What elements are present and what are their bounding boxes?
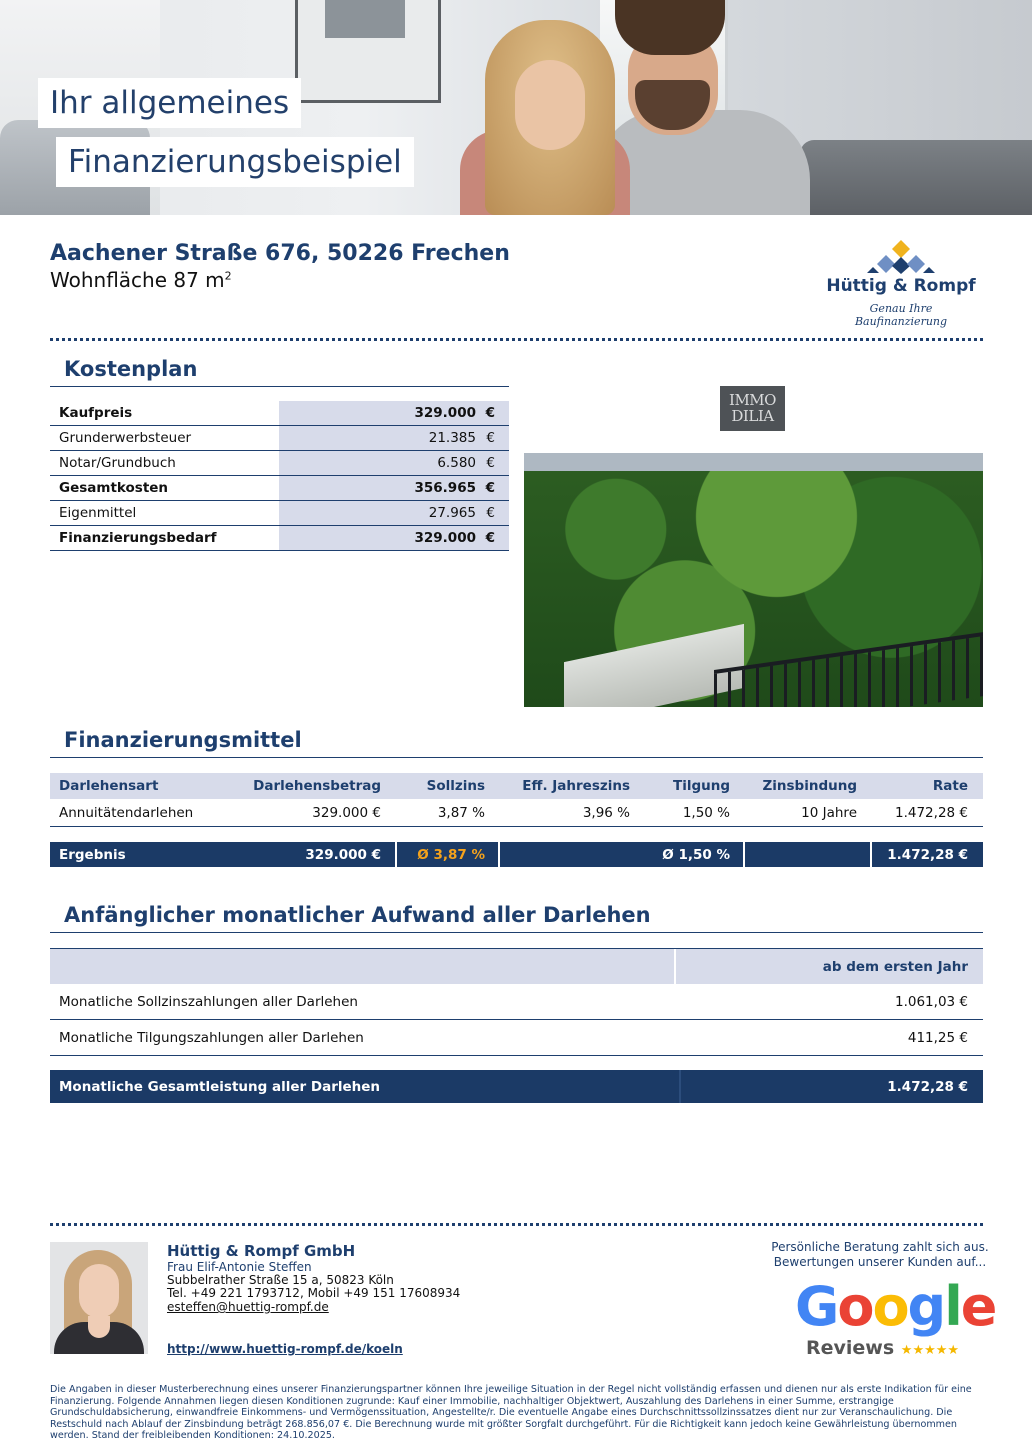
kostenplan-row: Finanzierungsbedarf 329.000 € (50, 526, 509, 551)
finanzierungsmittel-title: Finanzierungsmittel (64, 728, 302, 752)
reviews-line2: Bewertungen unserer Kunden auf... (773, 1255, 987, 1269)
hero-title-line2: Finanzierungsbeispiel (56, 137, 414, 187)
kostenplan-row: Notar/Grundbuch 6.580 € (50, 451, 509, 476)
hero-photo (0, 0, 1032, 215)
google-reviews: Reviews ★★★★★ (806, 1337, 960, 1359)
divider (50, 1223, 983, 1226)
stars-icon: ★★★★★ (900, 1343, 960, 1358)
kostenplan-title: Kostenplan (64, 357, 198, 381)
contact-street: Subbelrather Straße 15 a, 50823 Köln (167, 1273, 394, 1287)
advisor-photo (50, 1242, 148, 1354)
kostenplan-row: Kaufpreis 329.000 € (50, 401, 509, 426)
kostenplan-row: Grunderwerbsteuer 21.385 € (50, 426, 509, 451)
divider (50, 757, 983, 758)
table-row: Monatliche Sollzinszahlungen aller Darlehen 1.061,03 € (50, 984, 983, 1020)
table-row: Annuitätendarlehen 329.000 € 3,87 % 3,96 % 1,50 % 10 Jahre 1.472,28 € (50, 800, 983, 827)
gesamtleistung-row: Monatliche Gesamtleistung aller Darlehen 1.472,28 € (50, 1070, 983, 1103)
aufwand-title: Anfänglicher monatlicher Aufwand aller Darlehen (64, 903, 651, 927)
contact-person: Frau Elif-Antonie Steffen (167, 1260, 312, 1274)
google-logo-letter: l (944, 1275, 961, 1338)
google-logo-letter: g (907, 1275, 945, 1338)
immodilia-badge: IMMO DILIA (720, 386, 785, 431)
finanzierungsmittel-header: Darlehensart Darlehensbetrag Sollzins Eff. Jahreszins Tilgung Zinsbindung Rate (50, 773, 983, 799)
property-photo (524, 453, 983, 707)
divider (50, 386, 509, 387)
google-logo-letter: o (837, 1275, 873, 1338)
reviews-line1: Persönliche Beratung zahlt sich aus. (771, 1240, 989, 1254)
google-logo (795, 1275, 996, 1338)
google-logo-letter: G (795, 1275, 838, 1338)
google-logo-letter: o (872, 1275, 908, 1338)
disclaimer: Die Angaben in dieser Musterberechnung eines unserer Finanzierungspartner können Ihre jeweilige Situation in der Regel nicht vollständig erfassen und dienen nur als erste Indikation für eine Finanzierung. Folgende Annahmen liegen diesen Konditionen zugrunde: Kauf einer Immobilie, nachhaltiger Objektwert, Auszahlung des Darlehens in einer Summe, erstrangige Grundschuldabsicherung, einwandfreie Einkommens- und Vermögenssituation, Angestellte/r. Die eventuelle Angabe eines Durchschnittssollzinssatzes dient nur zur Veranschaulichung. Die Restschuld nach Ablauf der Zinsbindung beträgt 268.856,07 €. Die Berechnung wurde mit größter Sorgfalt durchgeführt. Für die Richtigkeit kann jedoch keine Gewährleistung übernommen werden. Stand der freibleibenden Konditionen: 24.10.2025. (50, 1384, 972, 1442)
kostenplan-row: Gesamtkosten 356.965 € (50, 476, 509, 501)
website-link[interactable]: http://www.huettig-rompf.de/koeln (167, 1342, 403, 1356)
google-logo-letter: e (960, 1275, 996, 1338)
company-name: Hüttig & Rompf GmbH (167, 1242, 356, 1260)
aufwand-header: ab dem ersten Jahr (50, 948, 983, 984)
property-area: Wohnfläche 87 $m^2$ (50, 268, 232, 292)
property-address: Aachener Straße 676, 50226 Frechen (50, 241, 510, 266)
hero-title-line1: Ihr allgemeines (38, 78, 301, 128)
brand-tagline: Genau Ihre Baufinanzierung (854, 302, 948, 328)
brand-logo-icon (866, 240, 936, 274)
contact-email-link[interactable]: esteffen@huettig-rompf.de (167, 1300, 329, 1314)
contact-phone: Tel. +49 221 1793712, Mobil +49 151 17608934 (167, 1286, 461, 1300)
ergebnis-row: Ergebnis 329.000 € Ø 3,87 % Ø 1,50 % 1.472,28 € (50, 842, 983, 867)
divider (50, 932, 983, 933)
table-row: Monatliche Tilgungszahlungen aller Darlehen 411,25 € (50, 1020, 983, 1056)
brand-name: Hüttig & Rompf (826, 276, 976, 296)
kostenplan-row: Eigenmittel 27.965 € (50, 501, 509, 526)
divider (50, 338, 983, 341)
